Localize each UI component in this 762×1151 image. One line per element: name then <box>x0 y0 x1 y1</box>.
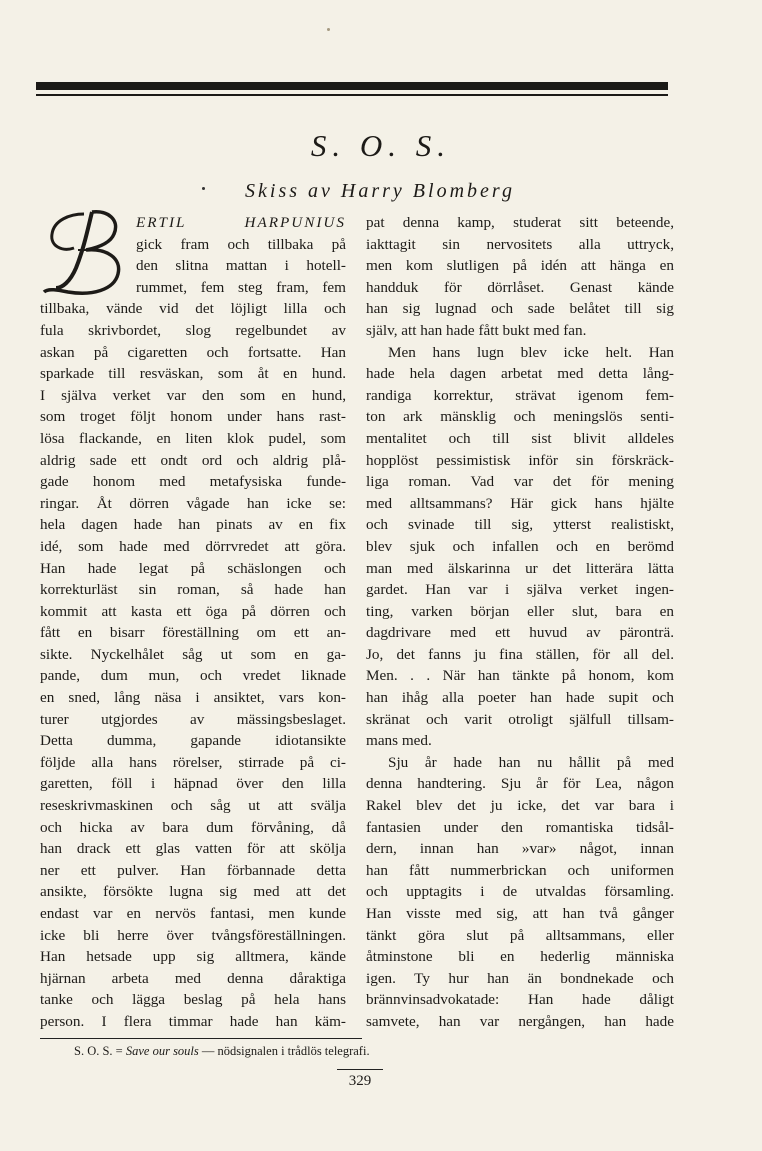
text-line: mans med. <box>366 732 432 750</box>
footnote-rule <box>40 1038 362 1039</box>
text-line: tillbaka, vände vid det löjligt lilla och <box>40 300 346 318</box>
footnote <box>74 1044 370 1059</box>
text-line: Men. . . När han tänkte på honom, kom <box>366 667 674 685</box>
text-line: Jo, det fanns ju fina ställen, för all del. <box>366 645 674 663</box>
text-line: samvete, han var nergången, han hade <box>366 1012 674 1030</box>
text-line: kommit att kasta ett öga på dörren och <box>40 602 346 620</box>
text-line: garetten, föll i häpnad över den lilla <box>40 775 346 793</box>
text-line: liga roman. Vad var det för mening <box>366 473 674 491</box>
text-line: ting, varken början eller slut, bara en <box>366 602 674 620</box>
text-line: åtminstone bli en hederlig människa <box>366 948 674 966</box>
text-line: Detta dumma, gapande idiotansikte <box>40 732 346 750</box>
column-right <box>366 212 674 1033</box>
text-line: denna handtering. Sju år för Lea, någon <box>366 775 674 793</box>
header-rule-thick <box>36 82 668 90</box>
text-line: I själva verket var den som en hund, <box>40 386 346 404</box>
text-line: Han hade legat på schäslongen och <box>40 559 346 577</box>
text-line: rummet, fem steg fram, fem <box>136 278 346 296</box>
page-number-rule <box>337 1069 383 1070</box>
text-line: fantasien under den romantiska tidsål- <box>366 818 674 836</box>
text-line: men kom slutligen på idén att hänga en <box>366 257 674 275</box>
text-line: randiga korrektur, strävat igenom fem- <box>366 386 674 404</box>
article-byline: Skiss av Harry Blomberg <box>245 180 515 202</box>
text-line: blev sjuk och infallen och en berömd <box>366 537 674 555</box>
text-line: med alltsammans? Här gick hans hjälte <box>366 494 674 512</box>
paper-speck <box>327 28 330 31</box>
text-line: skränat och varit otroligt själfull tillsam- <box>366 710 674 728</box>
author-name: ERTIL HARPUNIUS <box>136 214 346 231</box>
text-line: brännvinsadvokatade: Han hade dåligt <box>366 991 674 1009</box>
text-line: följde alla hans rörelser, stirrade på ci- <box>40 753 346 771</box>
text-line: hade hela dagen arbetat med detta lång- <box>366 365 674 383</box>
text-line: själv, att han hade fått bukt med fan. <box>366 321 587 339</box>
text-line: pande, dum mun, och vredet liknade <box>40 667 346 685</box>
text-line: reseskrivmaskinen och såg ut att svälja <box>40 797 346 815</box>
text-line: dagdrivare med ett huvud av päronträ. <box>366 624 674 642</box>
text-line: handduk för dörrlåset. Genast kände <box>366 278 674 296</box>
text-line: ringar. Åt dörren vågade han icke se: <box>40 494 346 512</box>
text-line: hjärnan arbeta med denna dåraktiga <box>40 969 346 987</box>
text-line: ton ark mänsklig och meningslös senti- <box>366 408 674 426</box>
text-line: korrekturläst sin roman, så hade han <box>40 581 346 599</box>
text-line: gade honom med metafysiska funde- <box>40 473 346 491</box>
text-line: Men hans lugn blev icke helt. Han <box>388 343 674 361</box>
text-line: sparkade till resväskan, som åt en hund. <box>40 365 346 383</box>
text-line: pat denna kamp, studerat sitt beteende, <box>366 214 674 231</box>
text-line: idé, som hade med dörrvredet att göra. <box>40 537 346 555</box>
text-line: turer utgjordes av mässingsbeslaget. <box>40 710 346 728</box>
text-line: askan på cigaretten och fortsatte. Han <box>40 343 346 361</box>
text-line: man med älskarinna ur det litterära lätta <box>366 559 674 577</box>
text-line: igen. Ty hur han än bondnekade och <box>366 969 674 987</box>
text-line: den slitna mattan i hotell- <box>136 257 346 275</box>
text-line: iakttagit sin nervositets alla uttryck, <box>366 235 674 253</box>
text-line: gardet. Han var i själva verket ingen- <box>366 581 674 599</box>
text-line: och upptagits i de utvaldas församling. <box>366 883 674 901</box>
text-line: Rakel blev det ju icke, det var bara i <box>366 797 674 815</box>
page-number: 329 <box>348 1073 372 1089</box>
text-line: han ihåg alla poeter han hade supit och <box>366 689 674 707</box>
text-line: en sned, lång näsa i ansiktet, vars kon- <box>40 689 346 707</box>
text-line: icke bli herre över tvångsföreställningen. <box>40 926 346 944</box>
text-line: han drack ett glas vatten för att skölja <box>40 840 346 858</box>
text-line: han fått nummerbrickan och uniformen <box>366 861 674 879</box>
text-line: tänkt göra slut på alltsammans, eller <box>366 926 674 944</box>
text-line: tanke och lägga beslag på hela hans <box>40 991 346 1009</box>
text-line: dern, innan han »var» något, innan <box>366 840 674 858</box>
text-line: hopplöst pessimistisk inför sin förskräck- <box>366 451 674 469</box>
text-line: fula skrivbordet, slog regelbundet av <box>40 321 346 339</box>
text-line: ansikte, försökte lugna sig med att det <box>40 883 346 901</box>
text-line: mentalitet och till sist blivit alldeles <box>366 429 674 447</box>
text-line: Sju år hade han nu hållit på med <box>388 753 674 771</box>
text-line: gick fram och tillbaka på <box>136 235 346 253</box>
text-line: person. I flera timmar hade han käm- <box>40 1012 346 1030</box>
text-line: lösa flackande, en liten klok pudel, som <box>40 429 346 447</box>
text-line: endast var en nervös fantasi, men kunde <box>40 905 346 922</box>
text-line: som troget följt honom under hans rast- <box>40 408 346 426</box>
text-line: och svinade till sig, ytterst realistiskt, <box>366 516 674 534</box>
text-line: Han hetsade upp sig alltmera, kände <box>40 948 346 966</box>
text-line: sikte. Nyckelhålet såg ut som en ga- <box>40 645 346 663</box>
text-line: fått en bisarr föreställning om ett an- <box>40 624 346 642</box>
footnote-expansion: Save our souls <box>125 1044 199 1058</box>
text-line: ner ett pulver. Han förbannade detta <box>40 861 346 879</box>
header-rule-thin <box>36 94 668 96</box>
footnote-prefix: S. O. S. = <box>74 1044 126 1058</box>
author-name-line <box>40 212 346 234</box>
article-title: S. O. S. <box>310 128 452 163</box>
text-line: och hicka av bara dum förvåning, då <box>40 818 346 836</box>
text-line: han sig lugnad och sade belåtet till sig <box>366 300 674 318</box>
text-line: aldrig sade ett ondt ord och aldrig plå- <box>40 451 346 469</box>
text-line: Han visste med sig, att han två gånger <box>366 905 674 922</box>
text-line: hela dagen hade han pinats av en fix <box>40 516 346 534</box>
column-left <box>40 212 346 1033</box>
footnote-text: — nödsignalen i trådlös telegrafi. <box>198 1044 370 1058</box>
